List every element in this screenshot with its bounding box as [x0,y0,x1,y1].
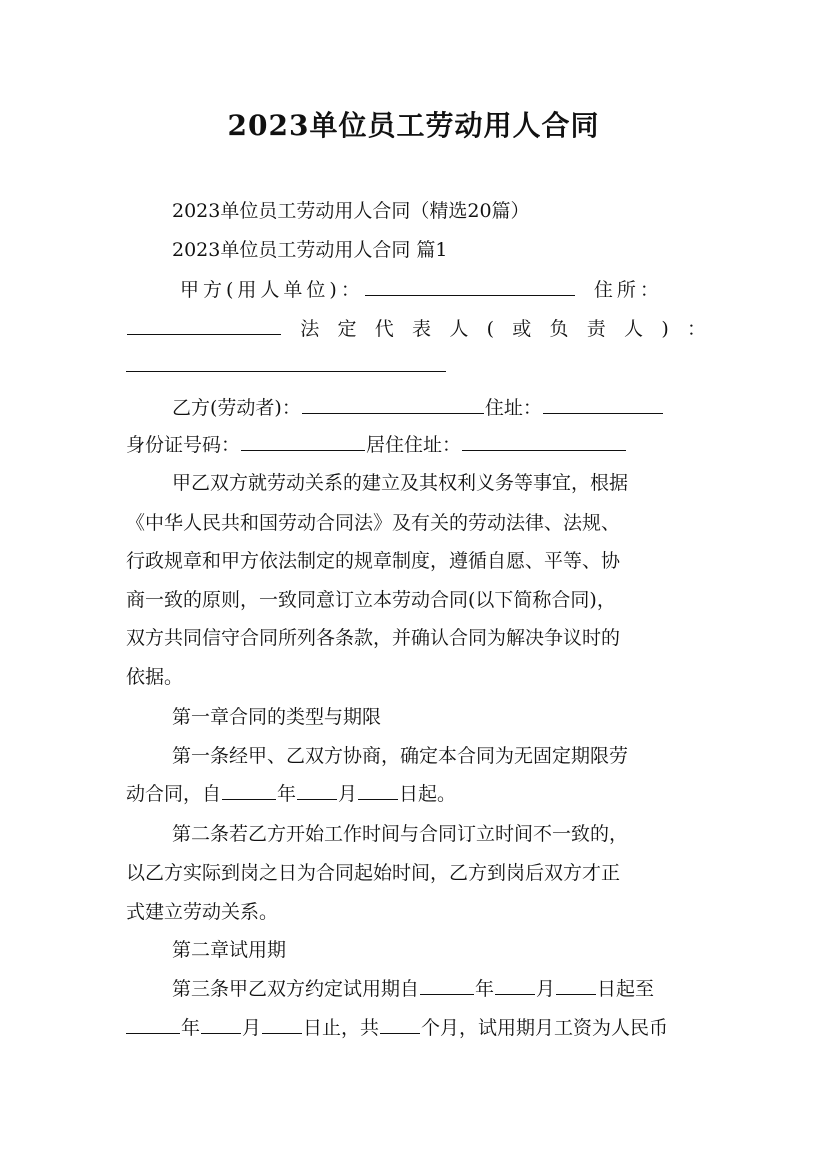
article-1-date-line [126,781,706,807]
month-label: 月 [242,1017,262,1039]
legal-rep-char: ( [486,318,494,340]
chapter-2-heading: 第二章试用期 [172,939,287,961]
legal-rep-char: 定 [337,318,357,340]
months-salary-label: 个月，试用期月工资为人民币 [421,1017,669,1039]
legal-rep-char: 法 [300,318,320,340]
end-label: 日止，共 [303,1017,380,1039]
preamble-line: 双方共同信守合同所列各条款，并确认合同为解决争议时的 [126,627,621,649]
trial-start-month-blank[interactable] [495,976,535,995]
home-label: 居住住址： [366,434,462,456]
preamble-line: 甲乙双方就劳动关系的建立及其权利义务等事宜，根据 [172,472,629,494]
party-b-blank[interactable] [302,395,484,414]
trial-end-month-blank[interactable] [201,1015,241,1034]
start-day-blank[interactable] [358,781,398,800]
party-a-label: 甲方(用人单位)： [180,279,364,301]
residence-blank[interactable] [127,316,281,335]
year-label: 年 [475,978,495,1000]
article-2-line: 以乙方实际到岗之日为合同起始时间，乙方到岗后双方才正 [126,862,621,884]
legal-rep-line [126,316,706,342]
article-1-line: 第一条经甲、乙双方协商，确定本合同为无固定期限劳 [172,745,629,767]
month-label: 月 [338,783,358,805]
party-a-line [180,277,706,303]
article-1-prefix: 动合同，自 [126,783,222,805]
article-2-line: 式建立劳动关系。 [126,901,279,923]
start-month-blank[interactable] [297,781,337,800]
trial-end-day-blank[interactable] [262,1015,302,1034]
legal-rep-char: 表 [412,318,432,340]
month-label: 月 [536,978,556,1000]
document-title: 2023单位员工劳动用人合同 [227,109,600,142]
party-b-line [172,395,706,421]
preamble-line: 商一致的原则，一致同意订立本劳动合同(以下简称合同)， [126,589,616,611]
trial-start-day-blank[interactable] [556,976,596,995]
legal-rep-char: 或 [512,318,532,340]
legal-rep-blank[interactable] [126,353,446,372]
legal-rep-char: 代 [374,318,394,340]
home-blank[interactable] [462,432,626,451]
trial-start-year-blank[interactable] [420,976,474,995]
year-label: 年 [181,1017,201,1039]
document-subtitle: 2023单位员工劳动用人合同（精选20篇） [172,200,530,222]
party-b-label: 乙方(劳动者)： [172,397,301,419]
legal-rep-char: 责 [586,318,606,340]
id-blank[interactable] [241,432,365,451]
part-heading: 2023单位员工劳动用人合同 篇1 [172,239,448,261]
legal-rep-blank-line [126,353,706,379]
legal-rep-char: 人 [449,318,469,340]
legal-rep-char: ： [686,318,706,340]
legal-rep-char: 人 [624,318,644,340]
article-3-prefix: 第三条甲乙双方约定试用期自 [172,978,420,1000]
preamble-line: 行政规章和甲方依法制定的规章制度，遵循自愿、平等、协 [126,550,621,572]
start-suffix-label: 日起至 [597,978,655,1000]
preamble-line: 《中华人民共和国劳动合同法》及有关的劳动法律、法规、 [126,512,621,534]
address-blank[interactable] [543,395,663,414]
address-label: 住址： [484,397,542,419]
preamble-line: 依据。 [126,666,184,688]
year-label: 年 [277,783,297,805]
legal-rep-char: ) [661,318,669,340]
start-year-blank[interactable] [222,781,276,800]
article-2-line: 第二条若乙方开始工作时间与合同订立时间不一致的， [172,823,629,845]
trial-end-year-blank[interactable] [126,1015,180,1034]
id-line [126,432,706,458]
party-a-blank[interactable] [365,277,575,296]
residence-label: 住所： [593,279,663,301]
chapter-1-heading: 第一章合同的类型与期限 [172,706,382,728]
legal-rep-char: 负 [549,318,569,340]
id-label: 身份证号码： [126,434,241,456]
article-3-line [172,976,706,1002]
day-label: 日起。 [399,783,457,805]
article-3-line-2 [126,1015,706,1041]
trial-months-blank[interactable] [380,1015,420,1034]
